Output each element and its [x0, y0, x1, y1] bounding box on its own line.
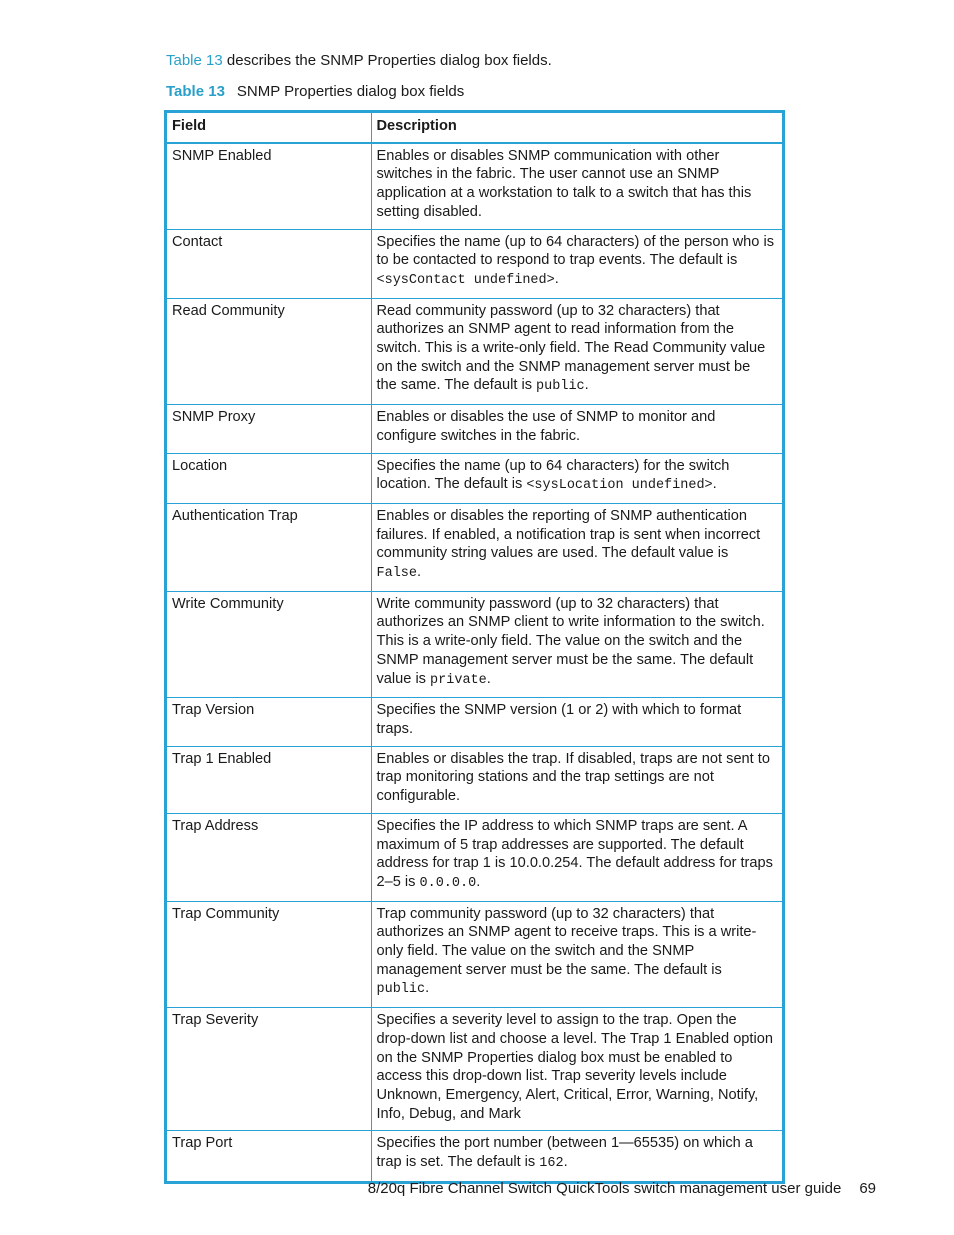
description-text: Specifies the SNMP version (1 or 2) with which to format traps.: [376, 702, 742, 737]
table-header-row: [167, 113, 782, 143]
description-text: Read community password (up to 32 characters) that authorizes an SNMP agent to read information from the switch. This is a write-only field. The Read Community value on the switch and the SNMP management server must be the same. The default is: [376, 302, 766, 394]
field-description-cell: [371, 503, 782, 591]
page-footer: [368, 1179, 876, 1199]
table-row: [167, 143, 782, 229]
field-name-cell: Read Community: [167, 298, 371, 405]
description-text: Write community password (up to 32 characters) that authorizes an SNMP client to write information to the switch. This is a write-only field. The value on the switch and the SNMP management server must be the same. The default value is: [376, 595, 765, 687]
default-value-code: public: [376, 982, 426, 998]
table-row: [167, 746, 782, 813]
field-description-cell: [371, 698, 782, 746]
description-text: Specifies the IP address to which SNMP traps are sent. A maximum of 5 trap addresses are supported. The default address for trap 1 is 10.0.0.254. The default address for traps 2–5 is: [376, 817, 773, 890]
table-row: [167, 591, 782, 698]
description-end-punctuation: .: [417, 564, 422, 581]
table-body: [167, 143, 782, 1181]
description-end-punctuation: .: [486, 670, 491, 687]
header-description: Description: [371, 113, 782, 143]
description-end-punctuation: .: [554, 270, 559, 287]
table-row: [167, 503, 782, 591]
snmp-fields-table: [164, 110, 785, 1184]
table-row: [167, 453, 782, 503]
default-value-code: <sysContact undefined>: [376, 272, 555, 288]
table-row: [167, 1008, 782, 1131]
field-name-cell: Trap 1 Enabled: [167, 746, 371, 813]
field-description-cell: [371, 746, 782, 813]
default-value-code: public: [536, 379, 585, 395]
page-number: 69: [859, 1180, 876, 1197]
description-text: Specifies a severity level to assign to the trap. Open the drop-down list and choose a level. The Trap 1 Enabled option on the SNMP Properties dialog box must be enabled to access this drop-down list. Trap severity levels include Unknown, Emergency, Alert, Critical, Error, Warning, Notify, Info, Debug, and Mark: [376, 1012, 773, 1122]
field-description-cell: [371, 901, 782, 1008]
table-row: [167, 405, 782, 453]
description-end-punctuation: .: [584, 377, 589, 394]
default-value-code: 0.0.0.0: [419, 875, 477, 891]
table-row: [167, 298, 782, 405]
table-row: [167, 813, 782, 901]
table-caption-label: Table 13: [166, 83, 225, 100]
description-text: Trap community password (up to 32 characters) that authorizes an SNMP agent to receive traps. This is a write-only field. The value on the switch and the SNMP management server must be the same. The default is: [376, 905, 757, 978]
field-description-cell: [371, 1008, 782, 1131]
table-row: [167, 698, 782, 746]
field-name-cell: Location: [167, 453, 371, 503]
field-description-cell: [371, 591, 782, 698]
table-caption: [166, 82, 464, 102]
description-text: Enables or disables the trap. If disabled, traps are not sent to trap monitoring stations and the trap settings are not configurable.: [376, 750, 770, 805]
field-name-cell: Trap Address: [167, 813, 371, 901]
description-text: Enables or disables the use of SNMP to monitor and configure switches in the fabric.: [376, 409, 716, 444]
default-value-code: False: [376, 566, 418, 582]
field-description-cell: [371, 453, 782, 503]
intro-paragraph: [166, 51, 552, 71]
description-text: Specifies the port number (between 1—65535) on which a trap is set. The default is: [376, 1135, 753, 1171]
table-row: [167, 1131, 782, 1181]
description-text: Enables or disables SNMP communication with other switches in the fabric. The user cannot use an SNMP application at a workstation to talk to a switch that has this setting disabled.: [376, 147, 752, 220]
field-name-cell: Write Community: [167, 591, 371, 698]
footer-title: 8/20q Fibre Channel Switch QuickTools switch management user guide: [367, 1180, 842, 1197]
field-name-cell: Authentication Trap: [167, 503, 371, 591]
description-end-punctuation: .: [712, 476, 717, 493]
field-description-cell: [371, 298, 782, 405]
table-row: [167, 229, 782, 298]
description-end-punctuation: .: [476, 873, 481, 890]
table-caption-title: SNMP Properties dialog box fields: [236, 83, 465, 100]
field-description-cell: [371, 143, 782, 229]
field-name-cell: SNMP Enabled: [167, 143, 371, 229]
field-name-cell: SNMP Proxy: [167, 405, 371, 453]
description-end-punctuation: .: [425, 980, 430, 997]
description-end-punctuation: .: [563, 1154, 568, 1171]
header-field: Field: [167, 113, 371, 143]
description-text: Enables or disables the reporting of SNMP authentication failures. If enabled, a notification trap is sent when incorrect community string values are used. The default value is: [376, 507, 761, 562]
field-name-cell: Trap Community: [167, 901, 371, 1008]
field-name-cell: Trap Severity: [167, 1008, 371, 1131]
field-name-cell: Contact: [167, 229, 371, 298]
field-description-cell: [371, 1131, 782, 1181]
default-value-code: <sysLocation undefined>: [526, 478, 713, 494]
table-reference-link[interactable]: Table 13: [166, 52, 223, 69]
description-text: Specifies the name (up to 64 characters) for the switch location. The default is: [376, 457, 730, 493]
field-description-cell: [371, 405, 782, 453]
table-row: [167, 901, 782, 1008]
description-text: Specifies the name (up to 64 characters) of the person who is to be contacted to respond to trap events. The default is: [376, 233, 774, 269]
field-description-cell: [371, 813, 782, 901]
default-value-code: private: [430, 672, 487, 688]
intro-text: describes the SNMP Properties dialog box fields.: [222, 52, 552, 69]
field-name-cell: Trap Port: [167, 1131, 371, 1181]
field-description-cell: [371, 229, 782, 298]
default-value-code: 162: [539, 1156, 564, 1172]
field-name-cell: Trap Version: [167, 698, 371, 746]
